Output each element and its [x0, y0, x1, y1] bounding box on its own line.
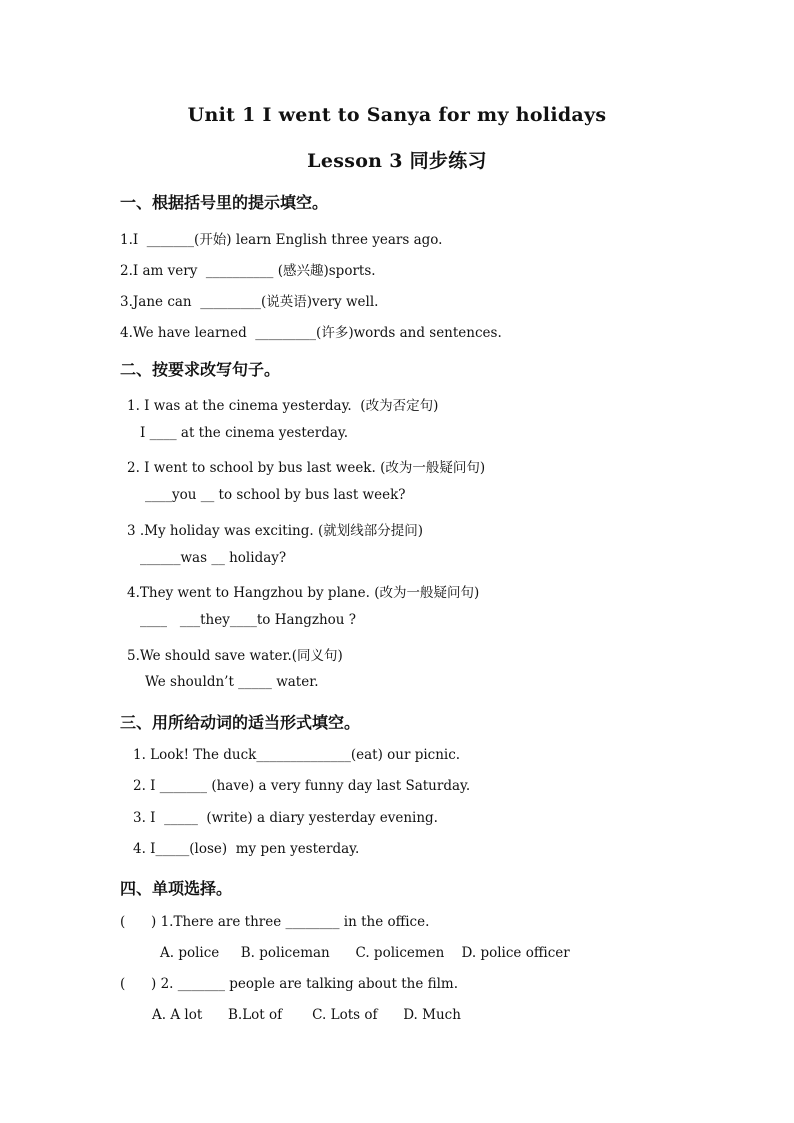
s1-item-2: 2.I am very __________ (感兴趣)sports.	[120, 263, 376, 279]
s2-item-5-answer: We shouldn’t _____ water.	[145, 674, 319, 690]
s2-item-2-answer: ____you __ to school by bus last week?	[145, 487, 406, 503]
s2-item-4-answer: ____ ___they____to Hangzhou ?	[140, 612, 357, 628]
s2-item-3-answer: ______was __ holiday?	[140, 550, 287, 566]
s3-item-2: 2. I _______ (have) a very funny day last Saturday.	[133, 778, 471, 794]
section-1-heading: 一、根据括号里的提示填空。	[120, 193, 329, 212]
section-2-heading: 二、按要求改写句子。	[120, 360, 281, 379]
worksheet-title: Unit 1 I went to Sanya for my holidays	[187, 104, 607, 126]
s2-item-5: 5.We should save water.(同义句)	[127, 648, 343, 664]
s3-item-3: 3. I _____ (write) a diary yesterday evening.	[133, 810, 438, 826]
s2-item-1-answer: I ____ at the cinema yesterday.	[140, 425, 349, 441]
s3-item-4: 4. I_____(lose) my pen yesterday.	[133, 841, 360, 857]
worksheet-subtitle: Lesson 3 同步练习	[307, 150, 487, 172]
s2-item-3: 3 .My holiday was exciting. (就划线部分提问)	[127, 523, 423, 539]
s4-question-1: ( ) 1.There are three ________ in the office.	[120, 914, 430, 930]
s3-item-1: 1. Look! The duck______________(eat) our picnic.	[133, 747, 461, 763]
s2-item-1: 1. I was at the cinema yesterday. (改为否定句)	[127, 398, 439, 414]
s2-item-4: 4.They went to Hangzhou by plane. (改为一般疑问句)	[127, 585, 480, 601]
section-3-heading: 三、用所给动词的适当形式填空。	[120, 713, 361, 732]
section-4-heading: 四、单项选择。	[120, 879, 233, 898]
s2-item-2: 2. I went to school by bus last week. (改为一般疑问句)	[127, 460, 486, 476]
s4-question-2: ( ) 2. _______ people are talking about the film.	[120, 976, 459, 992]
s1-item-3: 3.Jane can _________(说英语)very well.	[120, 294, 379, 310]
s1-item-4: 4.We have learned _________(许多)words and sentences.	[120, 325, 502, 341]
s4-question-1-options: A. police B. policeman C. policemen D. police officer	[160, 945, 570, 961]
s4-question-2-options: A. A lot B.Lot of C. Lots of D. Much	[152, 1007, 461, 1023]
s1-item-1: 1.I _______(开始) learn English three years ago.	[120, 232, 443, 248]
